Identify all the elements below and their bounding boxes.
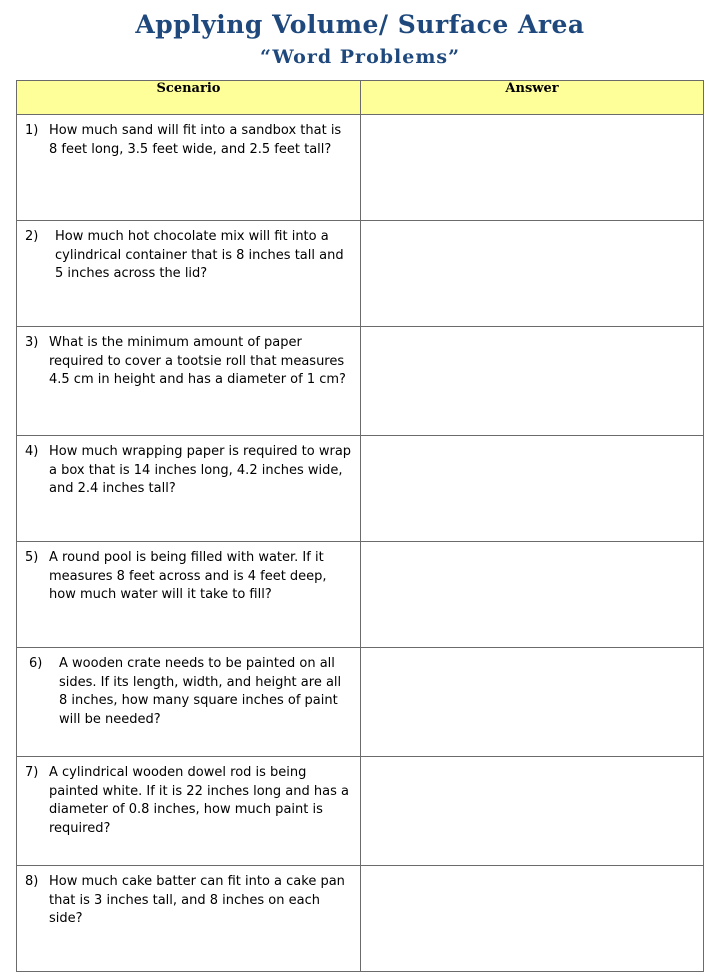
table-row bbox=[17, 757, 704, 866]
page-title: Applying Volume/ Surface Area bbox=[135, 10, 585, 39]
problem-number: 6) bbox=[29, 656, 43, 671]
scenario-cell bbox=[17, 221, 361, 327]
answer-cell[interactable] bbox=[361, 436, 704, 542]
table-row bbox=[17, 115, 704, 221]
scenario-cell bbox=[17, 436, 361, 542]
answer-cell[interactable] bbox=[361, 327, 704, 436]
page-subtitle: “Word Problems” bbox=[259, 46, 461, 68]
problem-number: 7) bbox=[25, 765, 39, 780]
problem-text: How much cake batter can fit into a cake pan that is 3 inches tall, and 8 inches on each side? bbox=[49, 874, 345, 927]
problem-number: 1) bbox=[25, 123, 39, 138]
problem-text: What is the minimum amount of paper required to cover a tootsie roll that measures 4.5 cm in height and has a diameter of 1 cm? bbox=[49, 335, 346, 388]
answer-cell[interactable] bbox=[361, 115, 704, 221]
problem-text: A cylindrical wooden dowel rod is being painted white. If it is 22 inches long and has a diameter of 0.8 inches, how much paint is required? bbox=[49, 765, 349, 836]
answer-cell[interactable] bbox=[361, 648, 704, 757]
problem-text: A wooden crate needs to be painted on all sides. If its length, width, and height are all 8 inches, how many square inches of paint will be needed? bbox=[59, 656, 342, 727]
scenario-cell bbox=[17, 757, 361, 866]
table-row bbox=[17, 221, 704, 327]
problem-number: 3) bbox=[25, 335, 39, 350]
table-row bbox=[17, 866, 704, 972]
problem-number: 2) bbox=[25, 229, 39, 244]
table-row bbox=[17, 327, 704, 436]
problem-number: 5) bbox=[25, 550, 39, 565]
answer-cell[interactable] bbox=[361, 221, 704, 327]
table-row bbox=[17, 648, 704, 757]
scenario-cell bbox=[17, 542, 361, 648]
table-row bbox=[17, 436, 704, 542]
problem-text: How much sand will fit into a sandbox that is 8 feet long, 3.5 feet wide, and 2.5 feet tall? bbox=[49, 123, 342, 157]
scenario-cell bbox=[17, 648, 361, 757]
answer-cell[interactable] bbox=[361, 757, 704, 866]
answer-cell[interactable] bbox=[361, 866, 704, 972]
scenario-cell bbox=[17, 327, 361, 436]
answer-cell[interactable] bbox=[361, 542, 704, 648]
word-problems-table bbox=[16, 80, 704, 972]
answer-column-header: Answer bbox=[361, 81, 704, 115]
scenario-cell bbox=[17, 115, 361, 221]
table-row bbox=[17, 542, 704, 648]
scenario-cell bbox=[17, 866, 361, 972]
problem-number: 4) bbox=[25, 444, 39, 459]
table-header-row bbox=[17, 81, 704, 115]
problem-number: 8) bbox=[25, 874, 39, 889]
problem-text: How much hot chocolate mix will fit into a cylindrical container that is 8 inches tall and 5 inches across the lid? bbox=[55, 229, 344, 282]
problem-text: A round pool is being filled with water. If it measures 8 feet across and is 4 feet deep, how much water will it take to fill? bbox=[49, 550, 327, 603]
scenario-column-header: Scenario bbox=[17, 81, 361, 115]
problem-text: How much wrapping paper is required to wrap a box that is 14 inches long, 4.2 inches wide, and 2.4 inches tall? bbox=[49, 444, 352, 497]
